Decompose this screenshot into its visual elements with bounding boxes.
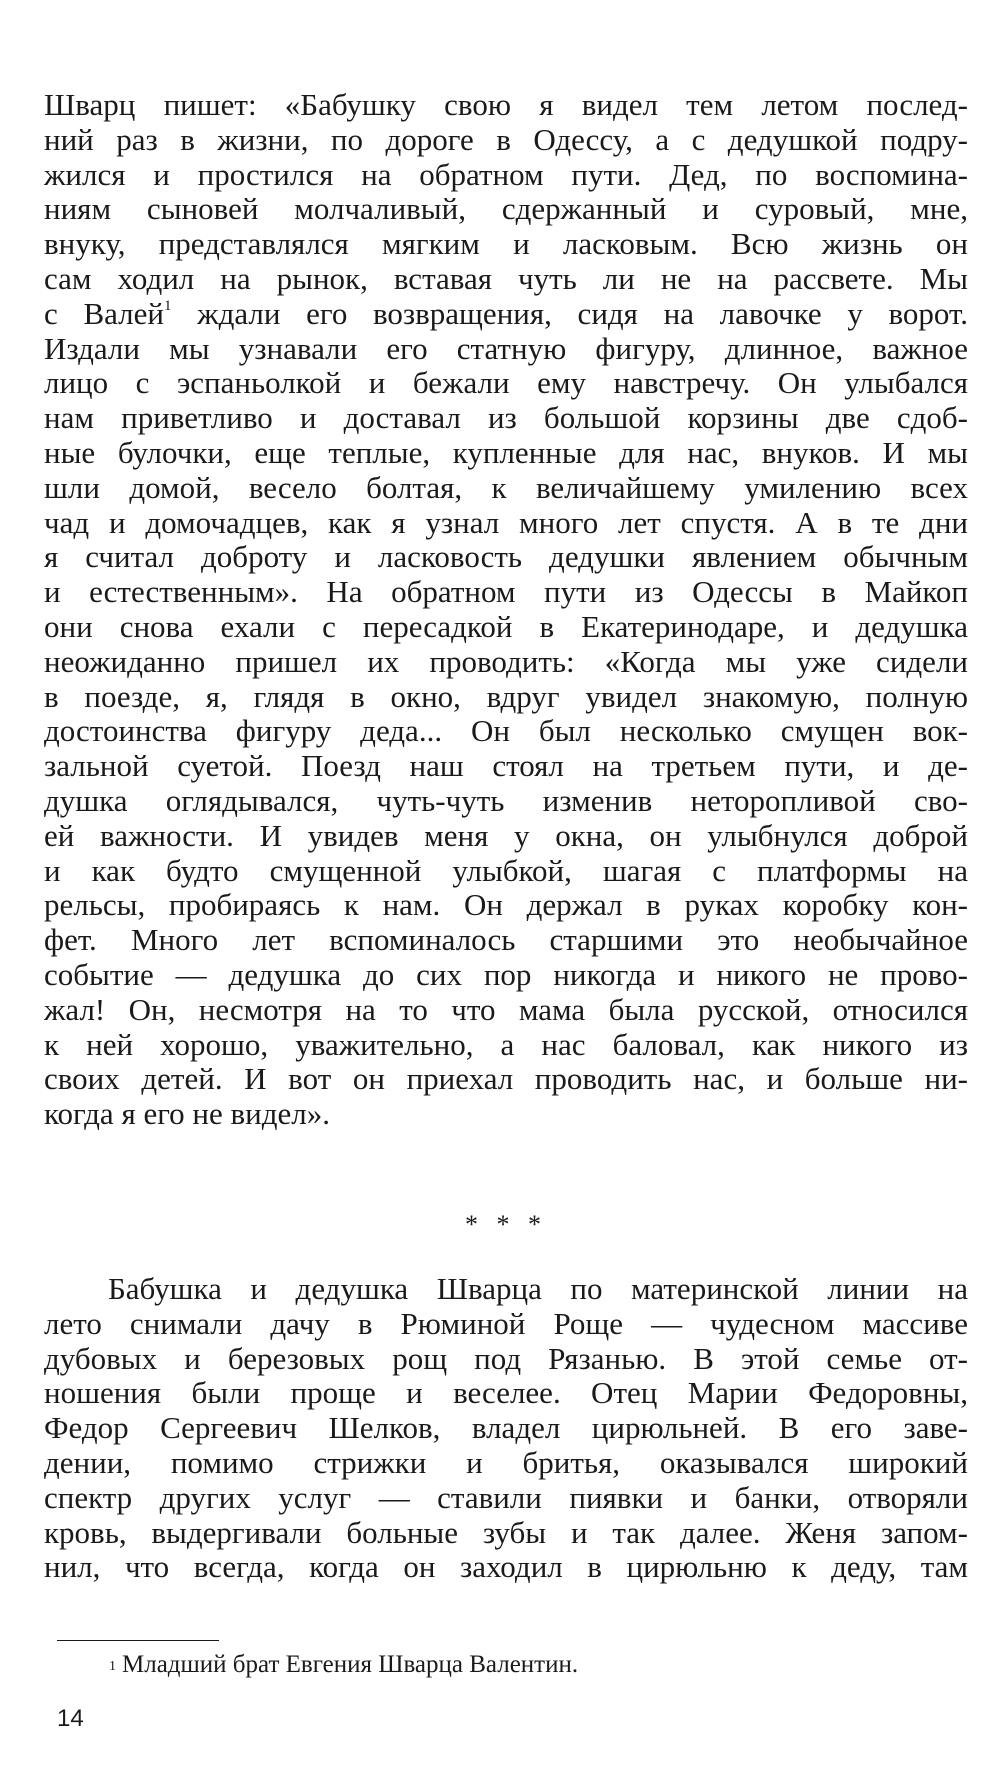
text-line: душка оглядывался, чуть-чуть изменив неторопливой сво- [44, 782, 968, 818]
text-line: к ней хорошо, уважительно, а нас баловал, как никого из [44, 1026, 968, 1062]
text-line: чад и домочадцев, как я узнал много лет спустя. А в те дни [44, 504, 968, 540]
footnote-marker: 1 [163, 297, 172, 314]
text-line: неожиданно пришел их проводить: «Когда мы уже сидели [44, 643, 968, 679]
text-line: жал! Он, несмотря на то что мама была русской, относился [44, 991, 968, 1027]
text-line: и естественным». На обратном пути из Одессы в Майкоп [44, 574, 968, 610]
text-line: кровь, выдергивали больные зубы и так далее. Женя запом- [44, 1514, 968, 1550]
text-line: в поезде, я, глядя в окно, вдруг увидел знакомую, полную [44, 678, 968, 714]
paragraph-1 [44, 88, 968, 1132]
text-line: я считал доброту и ласковость дедушки явлением обычным [44, 539, 968, 575]
text-line: событие — дедушка до сих пор никогда и никого не прово- [44, 956, 968, 992]
text-line: ниям сыновей молчаливый, сдержанный и суровый, мне, [44, 191, 968, 227]
page-number: 14 [57, 1705, 84, 1732]
footnote-number: 1 [109, 1659, 116, 1674]
text-line: достоинства фигуру деда... Он был несколько смущен вок- [44, 713, 968, 749]
text-line: нил, что всегда, когда он заходил в цирюльню к деду, там [44, 1549, 968, 1585]
text-line: лицо с эспаньолкой и бежали ему навстречу. Он улыбался [44, 365, 968, 401]
text-line: ношения были проще и веселее. Отец Марии Федоровны, [44, 1375, 968, 1411]
text-line: рельсы, пробираясь к нам. Он держал в руках коробку кон- [44, 887, 968, 923]
footnote-divider [57, 1640, 219, 1641]
text-fragment: ждали его возвращения, сидя на лавочке у ворот. [171, 295, 968, 331]
text-line: Издали мы узнавали его статную фигуру, длинное, важное [44, 330, 968, 366]
text-line: спектр других услуг — ставили пиявки и банки, отворяли [44, 1479, 968, 1515]
text-line: ные булочки, еще теплые, купленные для нас, внуков. И мы [44, 434, 968, 470]
section-separator: * * * [465, 1210, 547, 1239]
text-line: внуку, представлялся мягким и ласковым. Всю жизнь он [44, 226, 968, 262]
footnote-text: Младший брат Евгения Шварца Валентин. [122, 1651, 579, 1678]
text-line: нам приветливо и доставал из большой корзины две сдоб- [44, 400, 968, 436]
text-line: они снова ехали с пересадкой в Екатеринодаре, и дедушка [44, 608, 968, 644]
text-fragment: с Валей [44, 295, 164, 331]
text-line: зальной суетой. Поезд наш стоял на третьем пути, и де- [44, 748, 968, 784]
text-line: Федор Сергеевич Шелков, владел цирюльней. В его заве- [44, 1410, 968, 1446]
text-line: ей важности. И увидев меня у окна, он улыбнулся доброй [44, 817, 968, 853]
text-line: своих детей. И вот он приехал проводить нас, и больше ни- [44, 1061, 968, 1097]
text-line: шли домой, весело болтая, к величайшему умилению всех [44, 469, 968, 505]
text-line: фет. Много лет вспоминалось старшими это необычайное [44, 922, 968, 958]
text-line: Шварц пишет: «Бабушку свою я видел тем летом послед- [44, 87, 968, 122]
paragraph-2 [44, 1272, 968, 1585]
text-line: сам ходил на рынок, вставая чуть ли не на рассвете. Мы [44, 260, 968, 296]
text-line: и как будто смущенной улыбкой, шагая с платформы на [44, 852, 968, 888]
text-line: ний раз в жизни, по дороге в Одессу, а с дедушкой подру- [44, 121, 968, 157]
text-line-indented: Бабушка и дедушка Шварца по материнской линии на [108, 1271, 968, 1306]
text-line-last: когда я его не видел». [44, 1096, 330, 1132]
text-line-with-footnote [44, 297, 968, 332]
text-line: жился и простился на обратном пути. Дед, по воспомина- [44, 156, 968, 192]
text-line: дубовых и березовых рощ под Рязанью. В этой семье от- [44, 1340, 968, 1376]
text-line: лето снимали дачу в Рюминой Роще — чудесном массиве [44, 1305, 968, 1341]
text-line: дении, помимо стрижки и бритья, оказывался широкий [44, 1444, 968, 1480]
footnote [109, 1648, 578, 1682]
